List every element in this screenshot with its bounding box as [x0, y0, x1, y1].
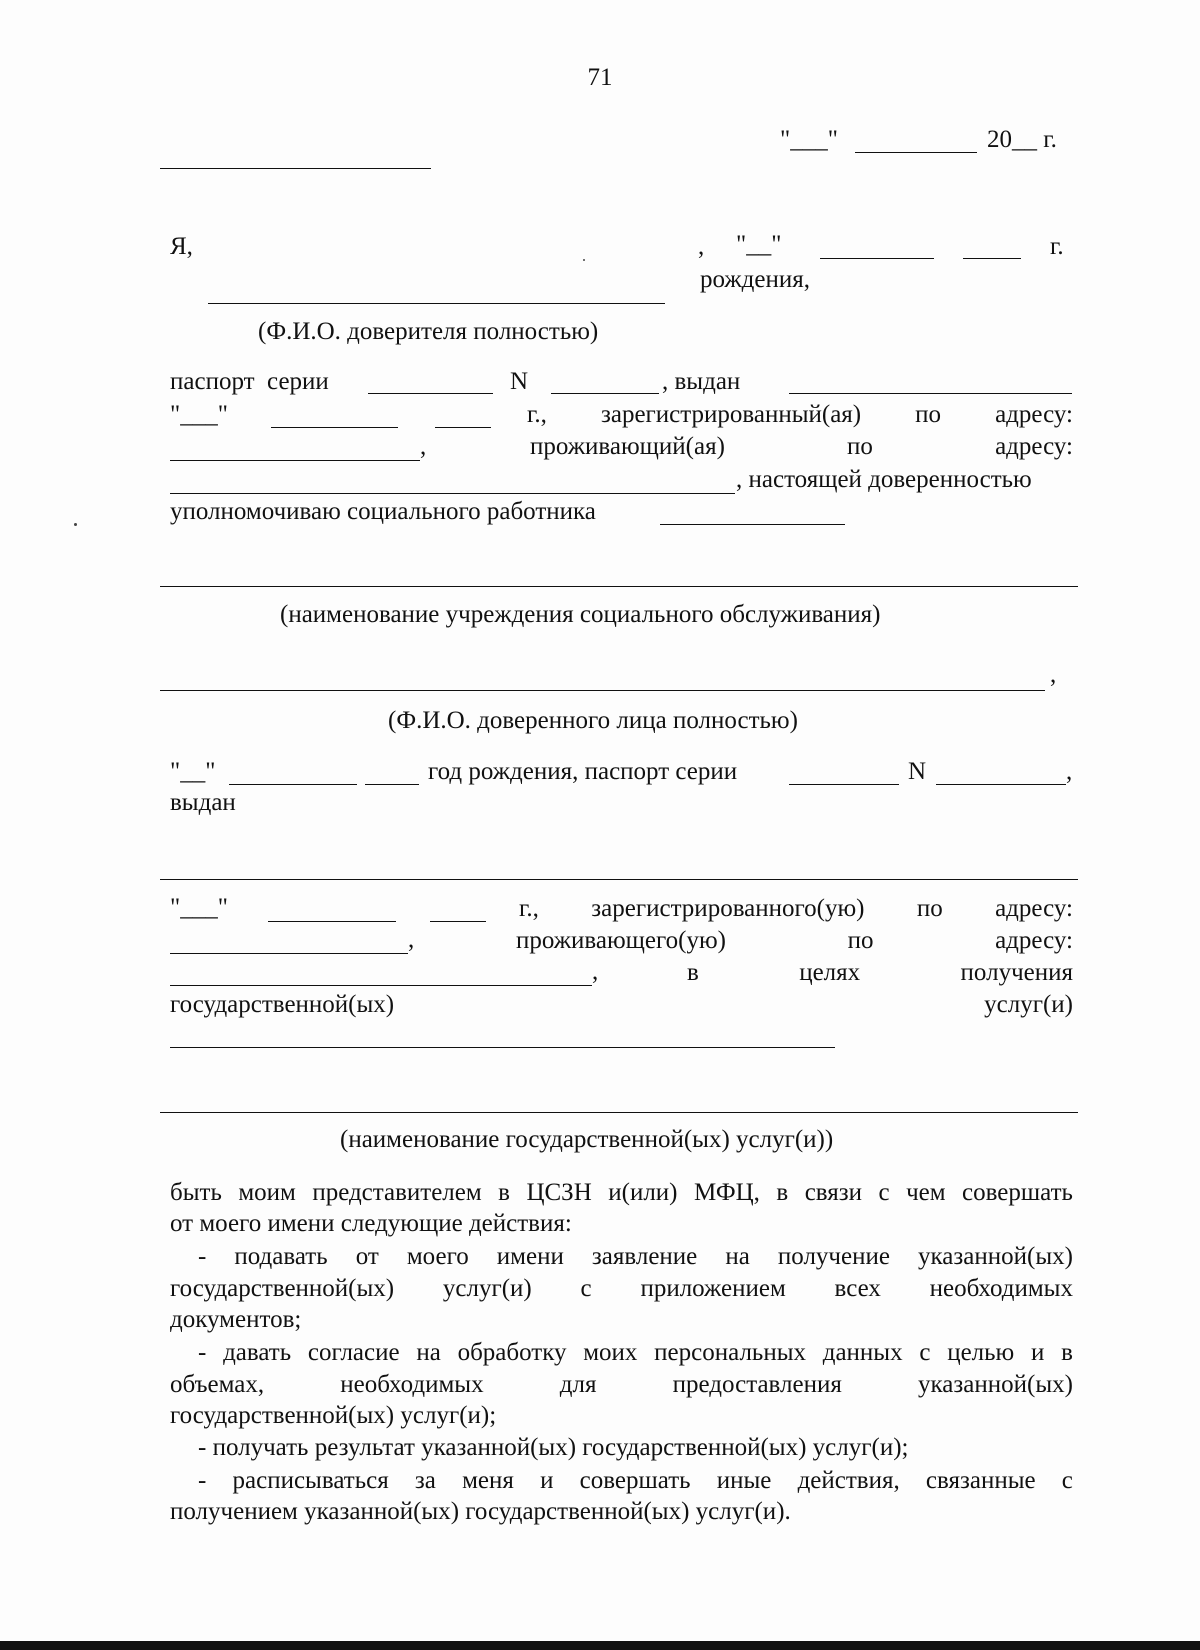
reg-word: зарегистрированного(ую) — [591, 895, 865, 922]
passport-series-line[interactable] — [368, 393, 493, 394]
body-line: документов; — [170, 1306, 302, 1333]
agent-services-row — [170, 989, 1073, 1021]
agent-fio-line[interactable] — [160, 690, 1045, 691]
scan-speck — [74, 523, 77, 526]
agent-residence-row — [516, 925, 1073, 957]
body-line — [170, 1369, 1073, 1401]
passport-authorize-line: уполномочиваю социального работника — [170, 498, 596, 525]
scan-bottom-edge — [0, 1641, 1200, 1650]
header-month-line[interactable] — [855, 152, 977, 153]
body-word: связи — [804, 1179, 863, 1206]
body-word: предоставления — [672, 1371, 842, 1398]
goal-word: получения — [960, 959, 1073, 986]
body-word: ЦСЗН — [526, 1179, 592, 1206]
goal-word: в — [687, 959, 699, 986]
body-line: - получать результат указанной(ых) государственной(ых) услуг(и); — [198, 1434, 909, 1461]
body-word: - — [198, 1339, 207, 1366]
body-word: иные — [716, 1467, 772, 1494]
passport-date-day: "___" — [170, 401, 228, 428]
body-line: от моего имени следующие действия: — [170, 1210, 572, 1237]
agent-number-line[interactable] — [936, 784, 1066, 785]
principal-comma: , — [698, 233, 705, 260]
body-word: согласие — [307, 1339, 400, 1366]
reg-word: по — [915, 401, 942, 428]
passport-number-line[interactable] — [551, 393, 659, 394]
reg-word: г., — [527, 401, 547, 428]
passport-date-month-line[interactable] — [271, 427, 398, 428]
agent-issued-line[interactable] — [160, 879, 1078, 880]
body-word: обработку — [457, 1339, 567, 1366]
agent-registration-row — [519, 893, 1073, 925]
agent-goal-comma: , — [592, 958, 599, 985]
passport-reg-comma: , — [420, 433, 427, 460]
body-word: в — [1061, 1339, 1073, 1366]
body-word: в — [498, 1179, 510, 1206]
agent-n-comma: , — [1066, 758, 1073, 785]
body-word: совершать — [962, 1179, 1073, 1206]
agent-date2-month-line[interactable] — [268, 921, 396, 922]
agent-reg-address-line[interactable] — [170, 953, 408, 954]
principal-birth-year-line[interactable] — [963, 258, 1021, 259]
body-line: государственной(ых) услуг(и); — [170, 1402, 497, 1429]
services-word: услуг(и) — [984, 991, 1073, 1018]
body-word: для — [559, 1371, 597, 1398]
agent-birth-passport: год рождения, паспорт серии — [428, 758, 738, 785]
agent-date2-day: "___" — [170, 894, 228, 921]
body-word: МФЦ, — [693, 1179, 760, 1206]
body-word: представителем — [312, 1179, 482, 1206]
passport-reg-address-line[interactable] — [170, 460, 420, 461]
body-word: с — [1061, 1467, 1073, 1494]
res-word: проживающего(ую) — [516, 927, 726, 954]
passport-res-address-line[interactable] — [170, 493, 735, 494]
body-word: от — [355, 1243, 379, 1270]
scan-speck — [583, 259, 585, 261]
body-word: государственной(ых) — [170, 1275, 395, 1302]
body-word: чем — [906, 1179, 946, 1206]
body-word: приложением — [640, 1275, 786, 1302]
services-word: государственной(ых) — [170, 991, 395, 1018]
body-word: - — [198, 1243, 207, 1270]
body-word: имени — [496, 1243, 564, 1270]
principal-fio-line[interactable] — [208, 303, 665, 304]
header-year: 20__ г. — [987, 126, 1057, 153]
passport-series-label: паспорт серии — [170, 368, 329, 395]
goal-word: целях — [799, 959, 861, 986]
body-word: моего — [406, 1243, 469, 1270]
page-number: 71 — [587, 64, 613, 91]
res-word: по — [847, 927, 874, 954]
body-word: быть — [170, 1179, 222, 1206]
agent-res-address-line[interactable] — [170, 985, 592, 986]
agent-trailing-comma: , — [1050, 661, 1057, 688]
body-word: расписываться — [232, 1467, 389, 1494]
header-left-line[interactable] — [160, 168, 431, 169]
services-line-1[interactable] — [170, 1047, 835, 1048]
reg-word: адресу: — [995, 895, 1073, 922]
body-word: заявление — [591, 1243, 698, 1270]
body-word: данных — [822, 1339, 903, 1366]
reg-word: зарегистрированный(ая) — [600, 401, 862, 428]
agent-reg-comma: , — [408, 926, 415, 953]
passport-registration-row — [527, 399, 1073, 431]
body-word: с — [919, 1339, 931, 1366]
passport-issued-label: , выдан — [662, 368, 741, 395]
body-line — [170, 1273, 1073, 1305]
res-word: проживающий(ая) — [530, 433, 725, 460]
header-date-day: "___" — [780, 126, 838, 153]
body-line — [170, 1177, 1073, 1209]
res-word: адресу: — [995, 433, 1073, 460]
res-word: адресу: — [995, 927, 1073, 954]
body-line — [198, 1465, 1073, 1497]
body-word: всех — [834, 1275, 881, 1302]
reg-word: по — [916, 895, 943, 922]
body-line — [198, 1337, 1073, 1369]
body-word: и — [540, 1467, 554, 1494]
reg-word: адресу: — [995, 401, 1073, 428]
agent-fio-caption: (Ф.И.О. доверенного лица полностью) — [388, 707, 798, 734]
body-word: - — [198, 1467, 207, 1494]
principal-fio-caption: (Ф.И.О. доверителя полностью) — [258, 318, 599, 345]
body-word: моим — [238, 1179, 296, 1206]
agent-goal-row — [687, 957, 1073, 989]
res-word: по — [847, 433, 873, 460]
principal-year-suffix: г. — [1050, 233, 1064, 260]
social-worker-line[interactable] — [660, 524, 845, 525]
principal-birth-month-line[interactable] — [820, 258, 934, 259]
body-word: давать — [223, 1339, 292, 1366]
body-word: объемах, — [170, 1371, 265, 1398]
agent-birth-day: "__" — [170, 758, 216, 785]
body-word: указанной(ых) — [918, 1243, 1073, 1270]
principal-birth-word: рождения, — [700, 266, 810, 293]
agent-n-label: N — [908, 758, 927, 785]
body-word: необходимых — [929, 1275, 1073, 1302]
body-word: целью — [947, 1339, 1015, 1366]
principal-ya: Я, — [170, 233, 193, 260]
passport-residence-row — [530, 431, 1073, 463]
agent-series-line[interactable] — [789, 784, 899, 785]
body-word: подавать — [234, 1243, 328, 1270]
passport-authorize-tail: , настоящей доверенностью — [736, 466, 1032, 493]
body-line — [198, 1241, 1073, 1273]
agent-date2-year-line[interactable] — [430, 921, 486, 922]
body-word: связанные — [925, 1467, 1036, 1494]
reg-word: г., — [519, 895, 539, 922]
body-word: услуг(и) — [442, 1275, 532, 1302]
passport-n-label: N — [510, 368, 529, 395]
body-word: с — [878, 1179, 890, 1206]
institution-line[interactable] — [160, 586, 1078, 587]
body-word: совершать — [579, 1467, 691, 1494]
services-caption: (наименование государственной(ых) услуг(и)) — [340, 1126, 834, 1153]
body-word: действия, — [797, 1467, 900, 1494]
body-word: за — [414, 1467, 436, 1494]
body-word: на — [725, 1243, 750, 1270]
body-word: моих — [583, 1339, 638, 1366]
body-word: с — [580, 1275, 592, 1302]
body-word: указанной(ых) — [918, 1371, 1073, 1398]
body-line: получением указанной(ых) государственной(ых) услуг(и). — [170, 1498, 791, 1525]
institution-caption: (наименование учреждения социального обслуживания) — [280, 601, 881, 628]
body-word: получение — [777, 1243, 890, 1270]
body-word: меня — [462, 1467, 514, 1494]
passport-date-year-line[interactable] — [435, 427, 491, 428]
body-word: на — [416, 1339, 441, 1366]
body-word: и(или) — [608, 1179, 678, 1206]
body-word: персональных — [654, 1339, 806, 1366]
passport-issued-line[interactable] — [789, 393, 1072, 394]
body-word: необходимых — [340, 1371, 484, 1398]
services-line-2[interactable] — [160, 1112, 1078, 1113]
principal-birth-day: "__" — [736, 231, 782, 258]
agent-birth-month-line[interactable] — [229, 784, 357, 785]
agent-birth-year-line[interactable] — [365, 784, 419, 785]
body-word: в — [776, 1179, 789, 1206]
body-word: и — [1030, 1339, 1045, 1366]
agent-issued: выдан — [170, 789, 236, 816]
